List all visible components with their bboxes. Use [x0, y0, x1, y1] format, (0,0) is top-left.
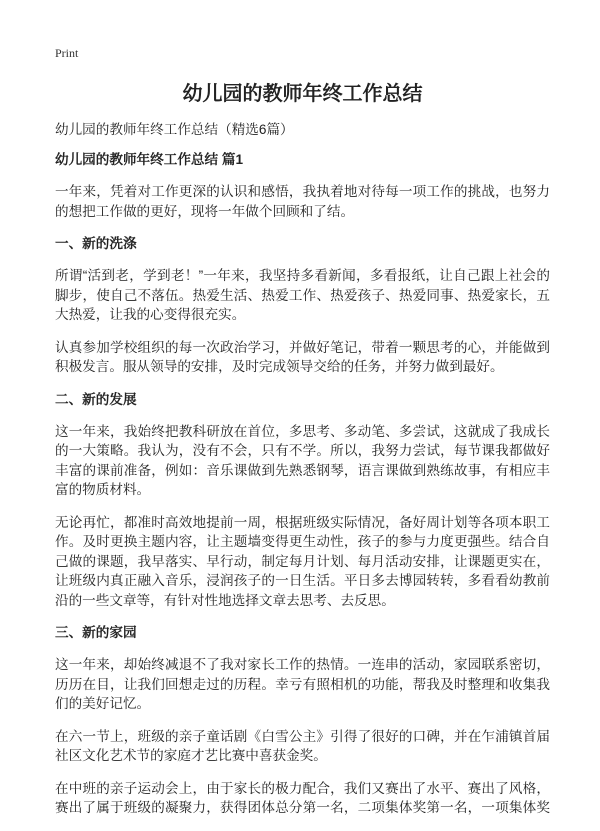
text-line: 历历在目，让我们回想走过的历程。幸亏有照相机的功能，帮我及时整理和收集我	[55, 676, 550, 692]
text-line: 在六一节上，班级的亲子童话剧《白雪公主》引得了很好的口碑，并在乍浦镇首届	[55, 728, 550, 744]
text-line: 己做的课题，我早落实、早行动，制定每月计划、每月活动安排，让课题更实在，	[55, 553, 550, 569]
text-line: 赛出了属于班级的凝聚力，获得团体总分第一名，二项集体奖第一名，一项集体奖	[55, 800, 550, 815]
text-line: 的想把工作做的更好，现将一年做个回顾和了结。	[55, 203, 355, 219]
text-line: 脚步，使自己不落伍。热爱生活、热爱工作、热爱孩子、热爱同事、热爱家长，五	[55, 287, 550, 303]
subtitle: 幼儿园的教师年终工作总结（精选6篇）	[55, 122, 294, 137]
intro-paragraph	[55, 182, 550, 221]
paragraph	[55, 655, 550, 714]
text-line: 的一大策略。我认为，没有不会，只有不学。所以，我努力尝试，每节课我都做好	[55, 443, 550, 458]
text-line: 们的美好记忆。	[55, 696, 151, 711]
paragraph	[55, 338, 550, 377]
text-line: 无论再忙，都准时高效地提前一周，根据班级实际情况，备好周计划等各项本职工	[55, 514, 550, 530]
text-line: 大热爱，让我的心变得很充实。	[55, 307, 246, 322]
article-heading: 幼儿园的教师年终工作总结 篇1	[55, 152, 244, 167]
section-heading: 三、新的家园	[55, 625, 137, 640]
text-line: 沿的一些文章等，有针对性地选择文章去思考、去反思。	[55, 592, 395, 608]
text-line: 这一年来，却始终减退不了我对家长工作的热情。一连串的活动，家园联系密切，	[55, 657, 550, 672]
paragraph	[55, 422, 550, 500]
text-line: 这一年来，我始终把教科研放在首位，多思考、多动笔、多尝试，这就成了我成长	[55, 423, 550, 439]
text-line: 富的物质材料。	[55, 482, 151, 497]
text-line: 认真参加学校组织的每一次政治学习，并做好笔记，带着一颗思考的心，并能做到	[55, 339, 550, 355]
document	[55, 80, 550, 831]
paragraph	[55, 266, 550, 325]
text-line: 丰富的课前准备，例如：音乐课做到先熟悉钢琴，语言课做到熟练故事，有相应丰	[55, 462, 550, 478]
paragraph	[55, 513, 550, 611]
print-link[interactable]: Print	[55, 46, 79, 60]
text-line: 让班级内真正融入音乐，浸润孩子的一日生活。平日多去博园转转，多看看幼教前	[55, 573, 550, 588]
text-line: 在中班的亲子运动会上，由于家长的极力配合，我们又赛出了水平、赛出了风格，	[55, 780, 550, 796]
section-heading: 二、新的发展	[55, 391, 137, 407]
paragraph	[55, 779, 550, 818]
text-line: 积极发言。服从领导的安排，及时完成领导交给的任务，并努力做到最好。	[55, 359, 504, 374]
section-heading: 一、新的洗涤	[55, 236, 137, 251]
text-line: 一年来，凭着对工作更深的认识和感悟，我执着地对待每一项工作的挑战，也努力	[55, 184, 550, 199]
text-line: 作。及时更换主题内容，让主题墙变得更生动性，孩子的参与力度更强些。结合自	[55, 534, 550, 549]
page-title: 幼儿园的教师年终工作总结	[182, 83, 423, 105]
paragraph	[55, 727, 550, 766]
text-line: 社区文化艺术节的家庭才艺比赛中喜获金奖。	[55, 748, 327, 763]
text-line: 所谓“活到老，学到老！”一年来，我坚持多看新闻，多看报纸，让自己跟上社会的	[55, 268, 550, 283]
